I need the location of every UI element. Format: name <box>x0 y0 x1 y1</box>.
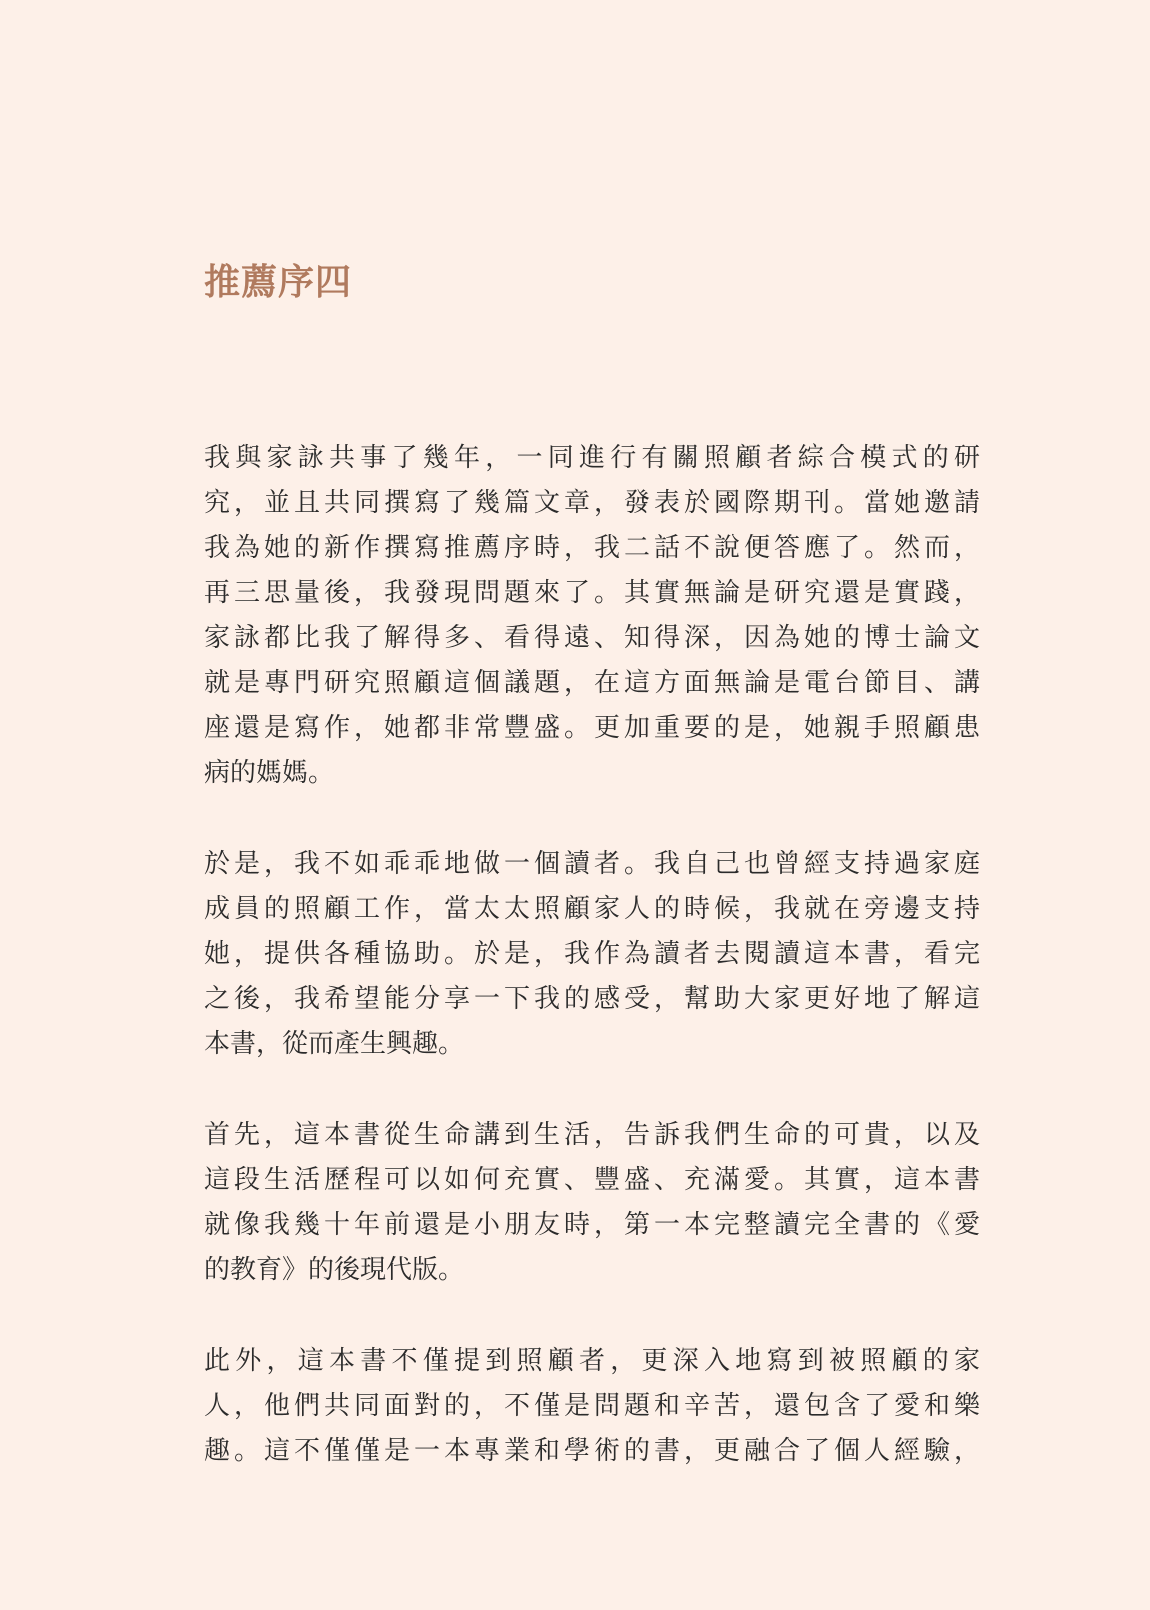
paragraph <box>204 436 980 796</box>
text-line: 座還是寫作，她都非常豐盛。更加重要的是，她親手照顧患 <box>204 713 980 743</box>
text-line: 之後，我希望能分享一下我的感受，幫助大家更好地了解這 <box>204 984 980 1014</box>
paragraph <box>204 1113 980 1293</box>
text-line: 人，他們共同面對的，不僅是問題和辛苦，還包含了愛和樂 <box>204 1391 980 1421</box>
chapter-title: 推薦序四 <box>204 261 353 303</box>
text-line: 於是，我不如乖乖地做一個讀者。我自己也曾經支持過家庭 <box>204 849 980 879</box>
paragraph <box>204 1339 980 1474</box>
text-line: 這段生活歷程可以如何充實、豐盛、充滿愛。其實，這本書 <box>204 1165 980 1195</box>
text-line: 究，並且共同撰寫了幾篇文章，發表於國際期刊。當她邀請 <box>204 488 980 518</box>
text-line: 首先，這本書從生命講到生活，告訴我們生命的可貴，以及 <box>204 1120 980 1150</box>
text-line: 成員的照顧工作，當太太照顧家人的時候，我就在旁邊支持 <box>204 894 980 924</box>
paragraph <box>204 842 980 1067</box>
text-line: 就像我幾十年前還是小朋友時，第一本完整讀完全書的《愛 <box>204 1210 980 1240</box>
text-line: 就是專門研究照顧這個議題，在這方面無論是電台節目、講 <box>204 668 980 698</box>
text-line: 她，提供各種協助。於是，我作為讀者去閱讀這本書，看完 <box>204 939 980 969</box>
text-line: 再三思量後，我發現問題來了。其實無論是研究還是實踐， <box>204 578 980 608</box>
text-line: 家詠都比我了解得多、看得遠、知得深，因為她的博士論文 <box>204 623 980 653</box>
text-line: 我與家詠共事了幾年，一同進行有關照顧者綜合模式的研 <box>204 443 980 473</box>
text-line: 的教育》的後現代版。 <box>204 1255 465 1285</box>
text-line: 本書，從而產生興趣。 <box>204 1029 465 1059</box>
body-text <box>204 436 980 1520</box>
text-line: 病的媽媽。 <box>204 758 335 788</box>
text-line: 我為她的新作撰寫推薦序時，我二話不說便答應了。然而， <box>204 533 980 563</box>
text-line: 趣。這不僅僅是一本專業和學術的書，更融合了個人經驗， <box>204 1436 980 1466</box>
text-line: 此外，這本書不僅提到照顧者，更深入地寫到被照顧的家 <box>204 1346 980 1376</box>
